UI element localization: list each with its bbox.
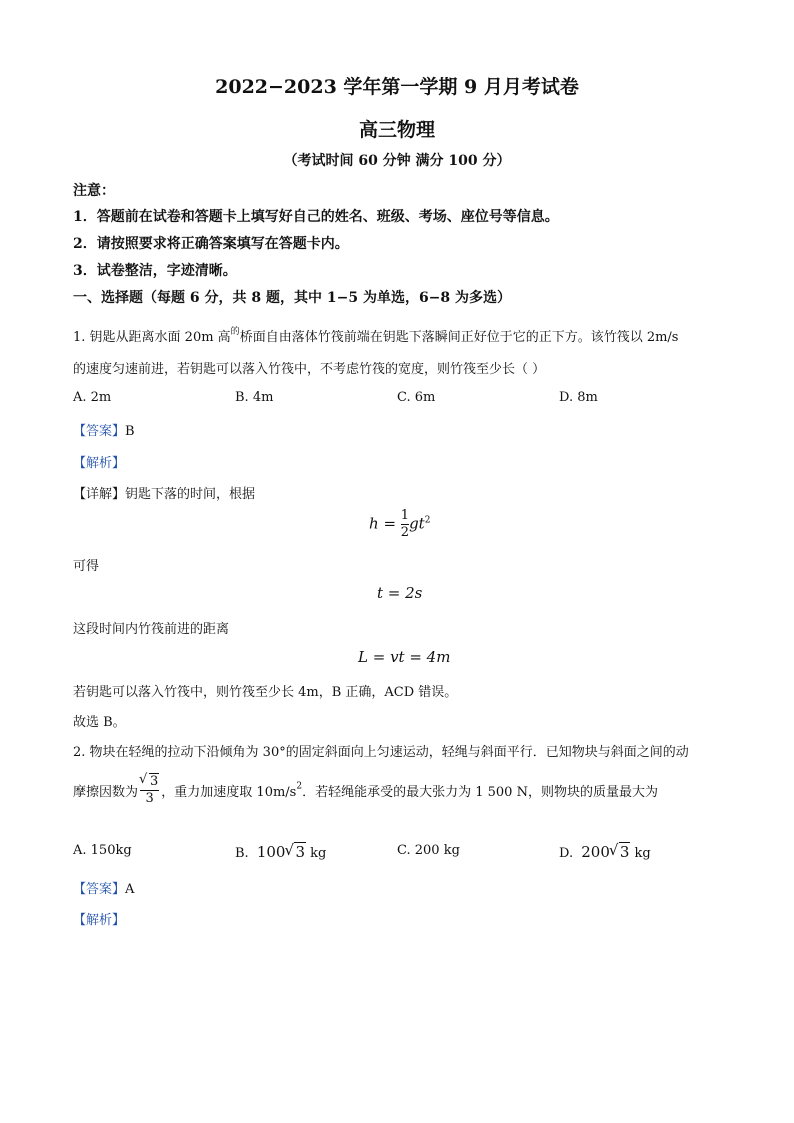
eq1-fraction xyxy=(401,508,409,541)
q2-option-c: C. 200 kg xyxy=(397,843,460,858)
q1-detail xyxy=(73,483,255,502)
eq1-numerator: 1 xyxy=(400,508,410,523)
q2-option-b-label: B. xyxy=(235,846,249,861)
q2-option-d-radicand: 3 xyxy=(619,843,630,861)
q2-stem-line2 xyxy=(73,774,658,807)
q1-kede: 可得 xyxy=(73,559,100,574)
q2-analysis-tag: 【解析】 xyxy=(73,913,126,928)
q1-stem-part-b: 桥面自由落体竹筏前端在钥匙下落瞬间正好位于它的正下方。该竹筏以 2m/s xyxy=(239,330,679,345)
q1-option-b: B. 4m xyxy=(235,390,274,405)
q2-mu-sqrt xyxy=(140,774,159,790)
q1-equation-1 xyxy=(369,508,430,541)
q1-distance-text: 这段时间内竹筏前进的距离 xyxy=(73,622,230,637)
q2-stem-sup: 2 xyxy=(296,781,303,792)
q1-stem-part-a: 1. 钥匙从距离水面 20m 高 xyxy=(73,330,231,345)
eq1-denominator: 2 xyxy=(400,525,410,540)
q2-option-d-unit: kg xyxy=(630,846,651,861)
q2-mu-numerator: 3 xyxy=(150,774,159,789)
notice-item-3: 3．试卷整洁，字迹清晰。 xyxy=(73,263,237,279)
q2-option-d xyxy=(559,843,651,861)
q1-stem-sup: 的 xyxy=(230,327,240,337)
q2-answer-tag: 【答案】 xyxy=(73,882,126,897)
q2-option-a: A. 150kg xyxy=(73,843,132,858)
q2-option-d-label: D. xyxy=(559,846,574,861)
q2-option-b xyxy=(235,843,326,861)
q2-option-b-unit: kg xyxy=(306,846,327,861)
q2-stem-part-a: 摩擦因数为 xyxy=(73,785,139,800)
q1-answer-value: B xyxy=(125,424,135,439)
q1-detail-tag: 【详解】 xyxy=(73,487,126,502)
q1-option-d: D. 8m xyxy=(559,390,598,405)
q2-option-d-coef: 200 xyxy=(581,843,610,861)
q1-choose: 故选 B。 xyxy=(73,715,126,730)
q1-stem-line1 xyxy=(73,324,678,345)
q1-stem-line2: 的速度匀速前进，若钥匙可以落入竹筏中，不考虑竹筏的宽度，则竹筏至少长（ ） xyxy=(73,362,546,377)
notice-heading: 注意： xyxy=(73,183,115,199)
q1-answer xyxy=(73,420,135,439)
q1-equation-3: L = vt = 4m xyxy=(358,648,451,666)
q1-answer-tag: 【答案】 xyxy=(73,424,126,439)
q1-option-a: A. 2m xyxy=(73,390,112,405)
q2-stem-part-b: ，重力加速度取 10m/s xyxy=(161,785,297,800)
q2-answer-value: A xyxy=(125,882,135,897)
eq1-rhs: gt xyxy=(409,514,425,533)
eq1-exponent: 2 xyxy=(424,515,431,526)
exam-title: 2022−2023 学年第一学期 9 月月考试卷 xyxy=(215,76,579,98)
q1-detail-text: 钥匙下落的时间，根据 xyxy=(125,487,256,502)
q1-option-c: C. 6m xyxy=(397,390,436,405)
q2-option-b-radicand: 3 xyxy=(295,843,306,861)
section-heading: 一、选择题（每题 6 分，共 8 题，其中 1−5 为单选，6−8 为多选） xyxy=(73,290,512,306)
eq1-lhs: h xyxy=(369,514,379,533)
q2-option-b-coef: 100 xyxy=(256,843,286,861)
q2-stem-line1: 2. 物块在轻绳的拉动下沿倾角为 30°的固定斜面向上匀速运动，轻绳与斜面平行．已知物块与斜面之间的动 xyxy=(73,745,689,760)
q2-mu-fraction xyxy=(140,774,159,807)
notice-item-1: 1．答题前在试卷和答题卡上填写好自己的姓名、班级、考场、座位号等信息。 xyxy=(73,209,559,225)
q1-equation-2: t = 2s xyxy=(377,584,423,602)
exam-subject: 高三物理 xyxy=(358,119,435,141)
eq1-equals: = xyxy=(378,514,401,533)
q2-answer xyxy=(73,878,134,897)
exam-timing: （考试时间 60 分钟 满分 100 分） xyxy=(283,153,511,169)
q1-analysis-tag: 【解析】 xyxy=(73,456,126,471)
q2-option-d-sqrt xyxy=(610,843,631,861)
q2-option-b-sqrt xyxy=(285,843,306,861)
q2-mu-denominator: 3 xyxy=(145,791,154,806)
notice-item-2: 2．请按照要求将正确答案填写在答题卡内。 xyxy=(73,236,349,252)
q1-conclusion: 若钥匙可以落入竹筏中，则竹筏至少长 4m，B 正确，ACD 错误。 xyxy=(73,685,458,700)
q2-stem-part-c: ．若轻绳能承受的最大张力为 1 500 N，则物块的质量最大为 xyxy=(302,785,658,800)
